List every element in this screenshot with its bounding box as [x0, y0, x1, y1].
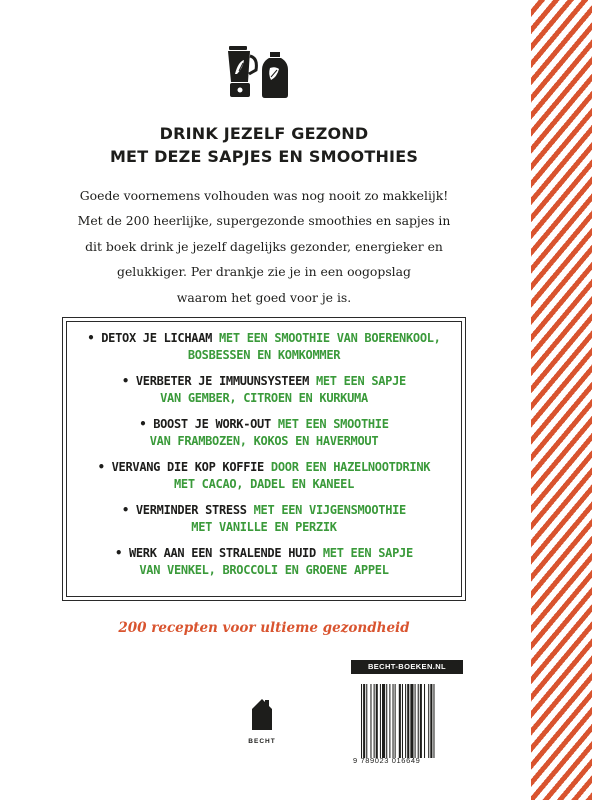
- barcode-bar: [393, 684, 394, 758]
- barcode-bar: [430, 684, 432, 758]
- benefit-detail: MET EEN SAPJE: [322, 546, 413, 560]
- barcode-bar: [376, 684, 378, 758]
- benefit-item: [0, 373, 528, 416]
- barcode-bar: [386, 684, 387, 758]
- publisher-name: BECHT: [248, 738, 276, 745]
- intro-line: Met de 200 heerlijke, supergezonde smoothies en sapjes in: [77, 213, 451, 229]
- benefit-item: [0, 459, 528, 502]
- barcode-bar: [418, 684, 419, 758]
- benefit-item: [0, 330, 528, 373]
- barcode-bar: [374, 684, 375, 758]
- house-logo-icon: [250, 697, 274, 731]
- barcode-bar: [410, 684, 413, 758]
- barcode-bar: [428, 684, 429, 758]
- benefit-item: [0, 416, 528, 459]
- barcode-bar: [363, 684, 365, 758]
- benefit-title: • BOOST JE WORK-OUT: [139, 417, 271, 431]
- benefit-detail: VAN VENKEL, BROCCOLI EN GROENE APPEL: [139, 563, 389, 577]
- benefit-title: • VERVANG DIE KOP KOFFIE: [97, 460, 264, 474]
- blender-and-bottle-icon: [226, 44, 296, 100]
- barcode-bar: [424, 684, 425, 758]
- benefit-detail: MET EEN SMOOTHIE VAN BOERENKOOL,: [219, 331, 441, 345]
- benefit-detail: MET EEN SMOOTHIE: [277, 417, 389, 431]
- benefit-item: [0, 545, 528, 588]
- intro-line: Goede voornemens volhouden was nog nooit zo makkelijk!: [79, 188, 449, 203]
- benefit-detail: VAN GEMBER, CITROEN EN KURKUMA: [160, 391, 368, 405]
- barcode-bar: [402, 684, 403, 758]
- barcode-bar: [407, 684, 409, 758]
- barcode-bar: [415, 684, 416, 758]
- intro-line: dit boek drink je jezelf dagelijks gezonder, energieker en: [85, 238, 443, 254]
- barcode-bar: [366, 684, 367, 758]
- benefit-title: • VERMINDER STRESS: [122, 503, 247, 517]
- benefit-detail: BOSBESSEN EN KOMKOMMER: [187, 348, 341, 362]
- benefit-title: • DETOX JE LICHAAM: [87, 331, 213, 345]
- website-label: BECHT-BOEKEN.NL: [351, 660, 463, 674]
- barcode-bar: [370, 684, 371, 758]
- intro-line: gelukkiger. Per drankje zie je in een oogopslag: [117, 264, 411, 280]
- benefit-detail: MET EEN VIJGENSMOOTHIE: [253, 503, 406, 517]
- barcode-bar: [399, 684, 401, 758]
- barcode-bar: [382, 684, 385, 758]
- isbn-number: 9 789023 016649: [353, 756, 421, 765]
- barcode-bars: [361, 684, 459, 758]
- striped-spine-border: [528, 0, 592, 800]
- benefit-title: • WERK AAN EEN STRALENDE HUID: [115, 546, 316, 560]
- benefit-detail: VAN FRAMBOZEN, KOKOS EN HAVERMOUT: [149, 434, 379, 448]
- benefit-item: [0, 502, 528, 545]
- barcode-bar: [389, 684, 390, 758]
- benefit-detail: DOOR EEN HAZELNOOTDRINK: [270, 460, 431, 474]
- benefit-detail: MET CACAO, DADEL EN KANEEL: [173, 477, 355, 491]
- intro-line: waarom het goed voor je is.: [176, 289, 352, 305]
- barcode-bar: [380, 684, 381, 758]
- heading-line-1: DRINK JEZELF GEZOND: [159, 124, 369, 143]
- benefit-title: • VERBETER JE IMMUUNSYSTEEM: [122, 374, 309, 388]
- tagline: 200 recepten voor ultieme gezondheid: [118, 620, 410, 636]
- benefit-detail: MET EEN SAPJE: [315, 374, 406, 388]
- benefit-detail: MET VANILLE EN PERZIK: [191, 520, 337, 534]
- barcode-bar: [395, 684, 396, 758]
- heading-line-2: MET DEZE SAPJES EN SMOOTHIES: [109, 147, 419, 166]
- barcode-bar: [433, 684, 434, 758]
- barcode: [351, 680, 463, 774]
- barcode-bar: [405, 684, 406, 758]
- intro-paragraph: [60, 183, 468, 310]
- barcode-bar: [361, 684, 362, 758]
- barcode-bar: [420, 684, 422, 758]
- benefits-list: [0, 330, 528, 588]
